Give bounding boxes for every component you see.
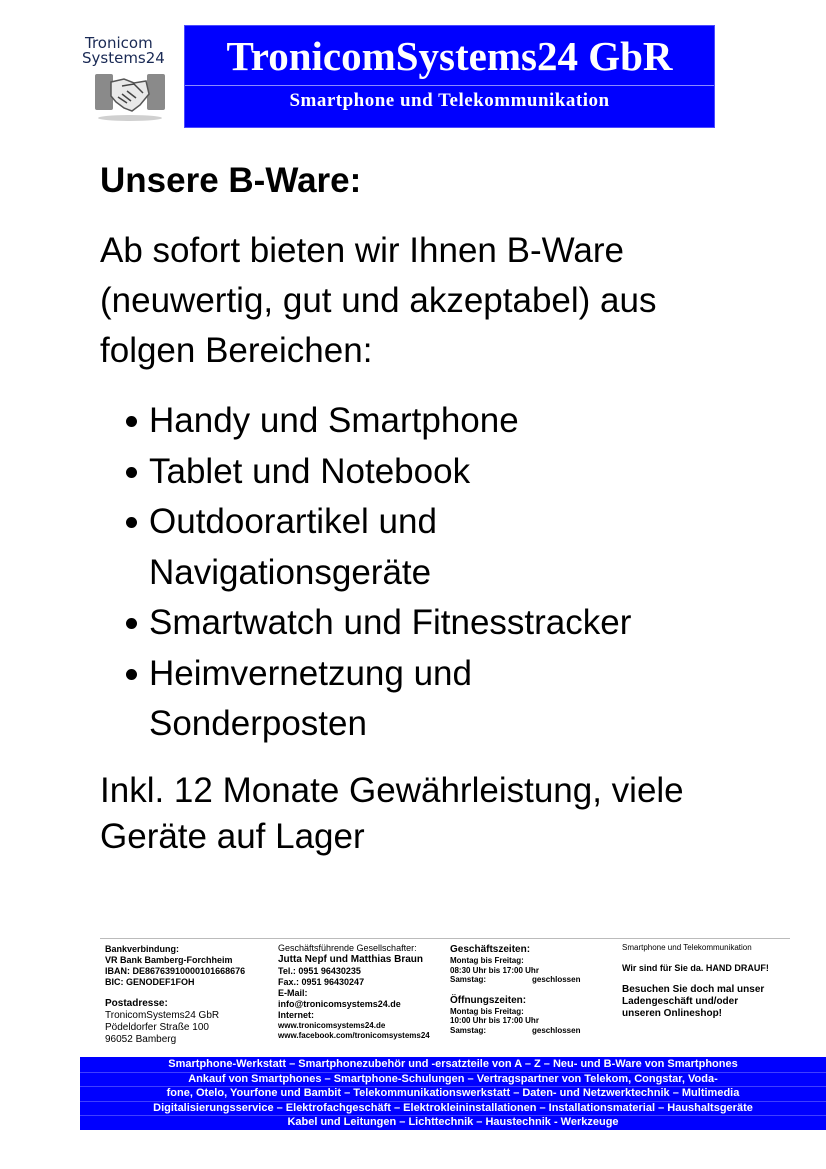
business-hours-title: Geschäftszeiten: — [450, 944, 531, 955]
address-title: Postadresse: — [105, 998, 168, 1009]
bullet-icon — [126, 467, 137, 478]
logo-line-1: Tronicom — [85, 34, 153, 52]
internet-label: Internet: — [278, 1010, 314, 1020]
address-line: TronicomSystems24 GbR — [105, 1010, 220, 1021]
opening-hours-weekday: 10:00 Uhr bis 17:00 Uhr — [450, 1016, 539, 1025]
bank-info — [105, 944, 275, 1046]
services-line: fone, Otelo, Yourfone und Bambit – Telekommunikationswerkstatt – Daten- und Netzwerktechnik – Multimedia — [80, 1086, 826, 1102]
fax-number: Fax.: 0951 96430247 — [278, 977, 365, 987]
business-hours-saturday: geschlossen — [532, 975, 581, 984]
intro-line: folgen Bereichen: — [100, 331, 373, 370]
bullet-icon — [126, 416, 137, 427]
promo-info — [622, 943, 792, 1020]
website-link[interactable]: www.tronicomsystems24.de — [278, 1021, 386, 1030]
footer-divider — [100, 938, 790, 939]
company-logo — [82, 36, 172, 126]
services-line: Kabel und Leitungen – Lichttechnik – Haustechnik - Werkzeuge — [287, 1116, 619, 1129]
services-line: Ankauf von Smartphones – Smartphone-Schulungen – Vertragspartner von Telekom, Congstar, Voda- — [80, 1072, 826, 1088]
bullet-icon — [126, 618, 137, 629]
category-item — [122, 497, 631, 598]
promo-tagline: Smartphone und Telekommunikation — [622, 943, 752, 952]
business-hours-weekday: 08:30 Uhr bis 17:00 Uhr — [450, 965, 539, 975]
email-label: E-Mail: — [278, 988, 308, 998]
category-item — [122, 396, 631, 447]
business-hours-saturday-label: Samstag: — [450, 975, 487, 984]
opening-hours-title: Öffnungszeiten: — [450, 994, 527, 1006]
category-label: Smartwatch und Fitnesstracker — [149, 603, 632, 642]
intro-line: (neuwertig, gut und akzeptabel) aus — [100, 281, 657, 320]
address-line: 96052 Bamberg — [105, 1034, 177, 1045]
category-label-continued: Navigationsgeräte — [149, 552, 432, 592]
management-title: Geschäftsführende Gesellschafter: — [278, 943, 417, 953]
bank-name: VR Bank Bamberg-Forchheim — [105, 955, 233, 965]
warranty-line: Geräte auf Lager — [100, 817, 365, 856]
promo-visit-line: Besuchen Sie doch mal unser — [622, 983, 765, 995]
warranty-text — [100, 768, 800, 860]
category-label: Outdoorartikel und — [149, 502, 437, 541]
warranty-line: Inkl. 12 Monate Gewährleistung, viele — [100, 771, 684, 810]
promo-visit-line: Ladengeschäft und/oder — [622, 995, 739, 1007]
category-label-continued: Sonderposten — [149, 704, 367, 743]
category-item — [122, 649, 631, 750]
logo-line-2: Systems24 — [82, 49, 165, 67]
phone-number: Tel.: 0951 96430235 — [278, 966, 361, 976]
category-label: Tablet und Notebook — [149, 451, 471, 491]
category-label: Handy und Smartphone — [149, 401, 519, 440]
bank-title: Bankverbindung: — [105, 944, 180, 954]
hours-info — [450, 944, 620, 1035]
company-name: TronicomSystems24 GbR — [226, 33, 673, 79]
intro-text — [100, 226, 780, 376]
category-label: Heimvernetzung und — [149, 653, 472, 693]
opening-hours-saturday-label: Samstag: — [450, 1025, 487, 1035]
bank-bic: BIC: GENODEF1FOH — [105, 977, 195, 987]
promo-visit-line: unseren Onlineshop! — [622, 1007, 723, 1019]
bank-iban: IBAN: DE86763910000101668676 — [105, 966, 246, 976]
company-tagline: Smartphone und Telekommunikation — [289, 90, 610, 111]
opening-hours-weekday-label: Montag bis Freitag: — [450, 1006, 524, 1016]
handshake-icon — [94, 72, 166, 122]
intro-line: Ab sofort bieten wir Ihnen B-Ware — [100, 231, 624, 270]
promo-slogan: Wir sind für Sie da. HAND DRAUF! — [622, 962, 769, 973]
management-info — [278, 943, 448, 1040]
page-heading: Unsere B-Ware: — [100, 161, 362, 200]
facebook-link[interactable]: www.facebook.com/tronicomsystems24 — [278, 1030, 430, 1040]
banner-divider — [185, 85, 714, 86]
email-link[interactable]: info@tronicomsystems24.de — [278, 999, 401, 1009]
management-names: Jutta Nepf und Matthias Braun — [278, 954, 424, 965]
bullet-icon — [126, 517, 137, 528]
category-item — [122, 598, 631, 649]
opening-hours-saturday: geschlossen — [532, 1025, 581, 1035]
category-list — [122, 396, 631, 750]
address-line: Pödeldorfer Straße 100 — [105, 1022, 209, 1033]
company-banner — [184, 25, 715, 128]
services-band — [80, 1057, 826, 1130]
category-item — [122, 447, 631, 498]
business-hours-weekday-label: Montag bis Freitag: — [450, 956, 524, 965]
services-line: Digitalisierungsservice – Elektrofachgeschäft – Elektrokleininstallationen – Installationsmaterial – Haushaltsgeräte — [80, 1101, 826, 1117]
logo-wordmark — [82, 36, 165, 66]
bullet-icon — [126, 669, 137, 680]
services-line: Smartphone-Werkstatt – Smartphonezubehör und -ersatzteile von A – Z – Neu- und B-Ware von Smartphones — [80, 1057, 826, 1073]
